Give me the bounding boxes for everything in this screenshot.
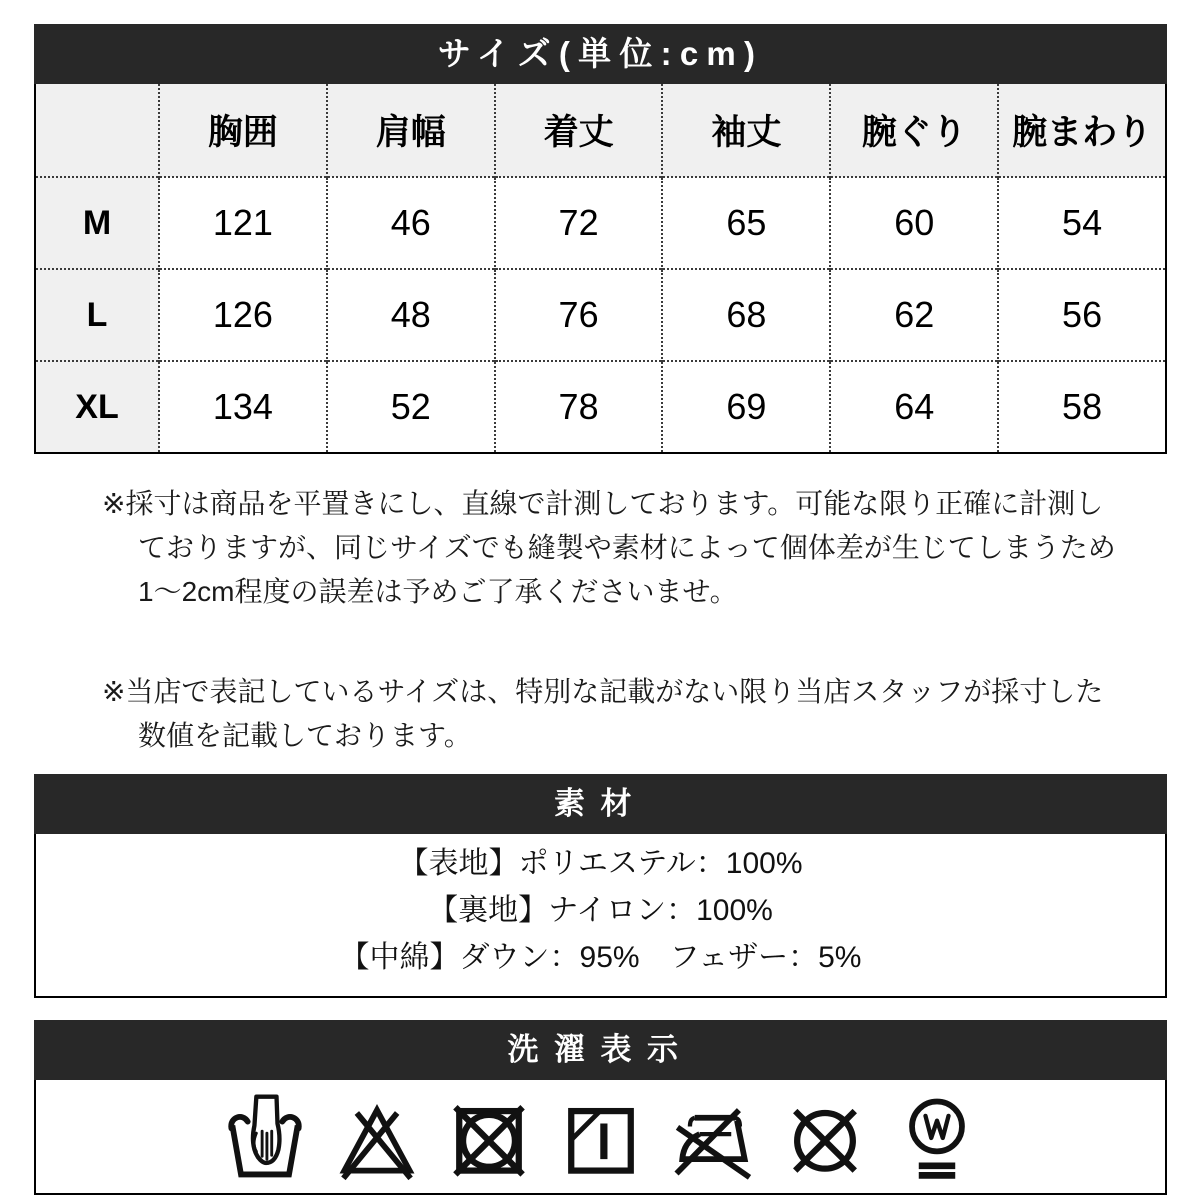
do-not-dry-clean-icon <box>786 1089 864 1185</box>
cell-value: 78 <box>495 361 663 453</box>
note-line: 数値を記載しております。 <box>138 720 472 751</box>
col-header-armhole: 腕ぐり <box>830 84 998 177</box>
laundry-title: 洗濯表示 <box>34 1020 1167 1080</box>
material-lining: 【裏地】ナイロン：100% <box>428 894 773 927</box>
staff-measurement-note <box>34 670 1167 758</box>
size-section <box>34 24 1167 454</box>
do-not-tumble-dry-icon <box>450 1089 528 1185</box>
wet-clean-gentle-icon <box>898 1089 976 1185</box>
col-header-length: 着丈 <box>495 84 663 177</box>
cell-value: 65 <box>662 177 830 269</box>
note-line: ※採寸は商品を平置きにし、直線で計測しております。可能な限り正確に計測し <box>102 488 1104 519</box>
cell-value: 46 <box>327 177 495 269</box>
table-row-m <box>35 177 1166 269</box>
cell-value: 134 <box>159 361 327 453</box>
material-title: 素材 <box>34 774 1167 834</box>
cell-value: 56 <box>998 269 1166 361</box>
cell-value: 121 <box>159 177 327 269</box>
table-row-l <box>35 269 1166 361</box>
cell-value: 68 <box>662 269 830 361</box>
size-label-l: L <box>35 269 159 361</box>
do-not-iron-icon <box>674 1089 752 1185</box>
note-line: ※当店で表記しているサイズは、特別な記載がない限り当店スタッフが採寸した <box>102 676 1104 707</box>
col-header-arm: 腕まわり <box>998 84 1166 177</box>
size-table <box>34 84 1167 454</box>
line-dry-in-shade-icon <box>562 1089 640 1185</box>
cell-value: 58 <box>998 361 1166 453</box>
cell-value: 48 <box>327 269 495 361</box>
size-table-title: サイズ(単位:cm) <box>34 24 1167 84</box>
laundry-section <box>34 1020 1167 1195</box>
laundry-icons-row <box>34 1080 1167 1195</box>
note-line: 1〜2cm程度の誤差は予めご了承くださいませ。 <box>138 576 738 607</box>
cell-value: 76 <box>495 269 663 361</box>
material-body <box>34 834 1167 998</box>
material-outer-fabric: 【表地】ポリエステル：100% <box>398 847 803 880</box>
cell-value: 72 <box>495 177 663 269</box>
size-label-xl: XL <box>35 361 159 453</box>
cell-value: 64 <box>830 361 998 453</box>
cell-value: 62 <box>830 269 998 361</box>
material-section <box>34 774 1167 998</box>
col-header-shoulder: 肩幅 <box>327 84 495 177</box>
material-filling: 【中綿】ダウン：95% フェザー：5% <box>339 941 862 974</box>
col-header-chest: 胸囲 <box>159 84 327 177</box>
cell-value: 60 <box>830 177 998 269</box>
size-label-m: M <box>35 177 159 269</box>
cell-value: 54 <box>998 177 1166 269</box>
measurement-note <box>34 482 1167 614</box>
hand-wash-icon <box>226 1089 304 1185</box>
do-not-bleach-icon <box>338 1089 416 1185</box>
table-row-xl <box>35 361 1166 453</box>
note-line: ておりますが、同じサイズでも縫製や素材によって個体差が生じてしまうため <box>138 532 1116 563</box>
cell-value: 126 <box>159 269 327 361</box>
col-header-sleeve: 袖丈 <box>662 84 830 177</box>
cell-value: 69 <box>662 361 830 453</box>
cell-value: 52 <box>327 361 495 453</box>
corner-cell <box>35 84 159 177</box>
size-table-header-row <box>35 84 1166 177</box>
